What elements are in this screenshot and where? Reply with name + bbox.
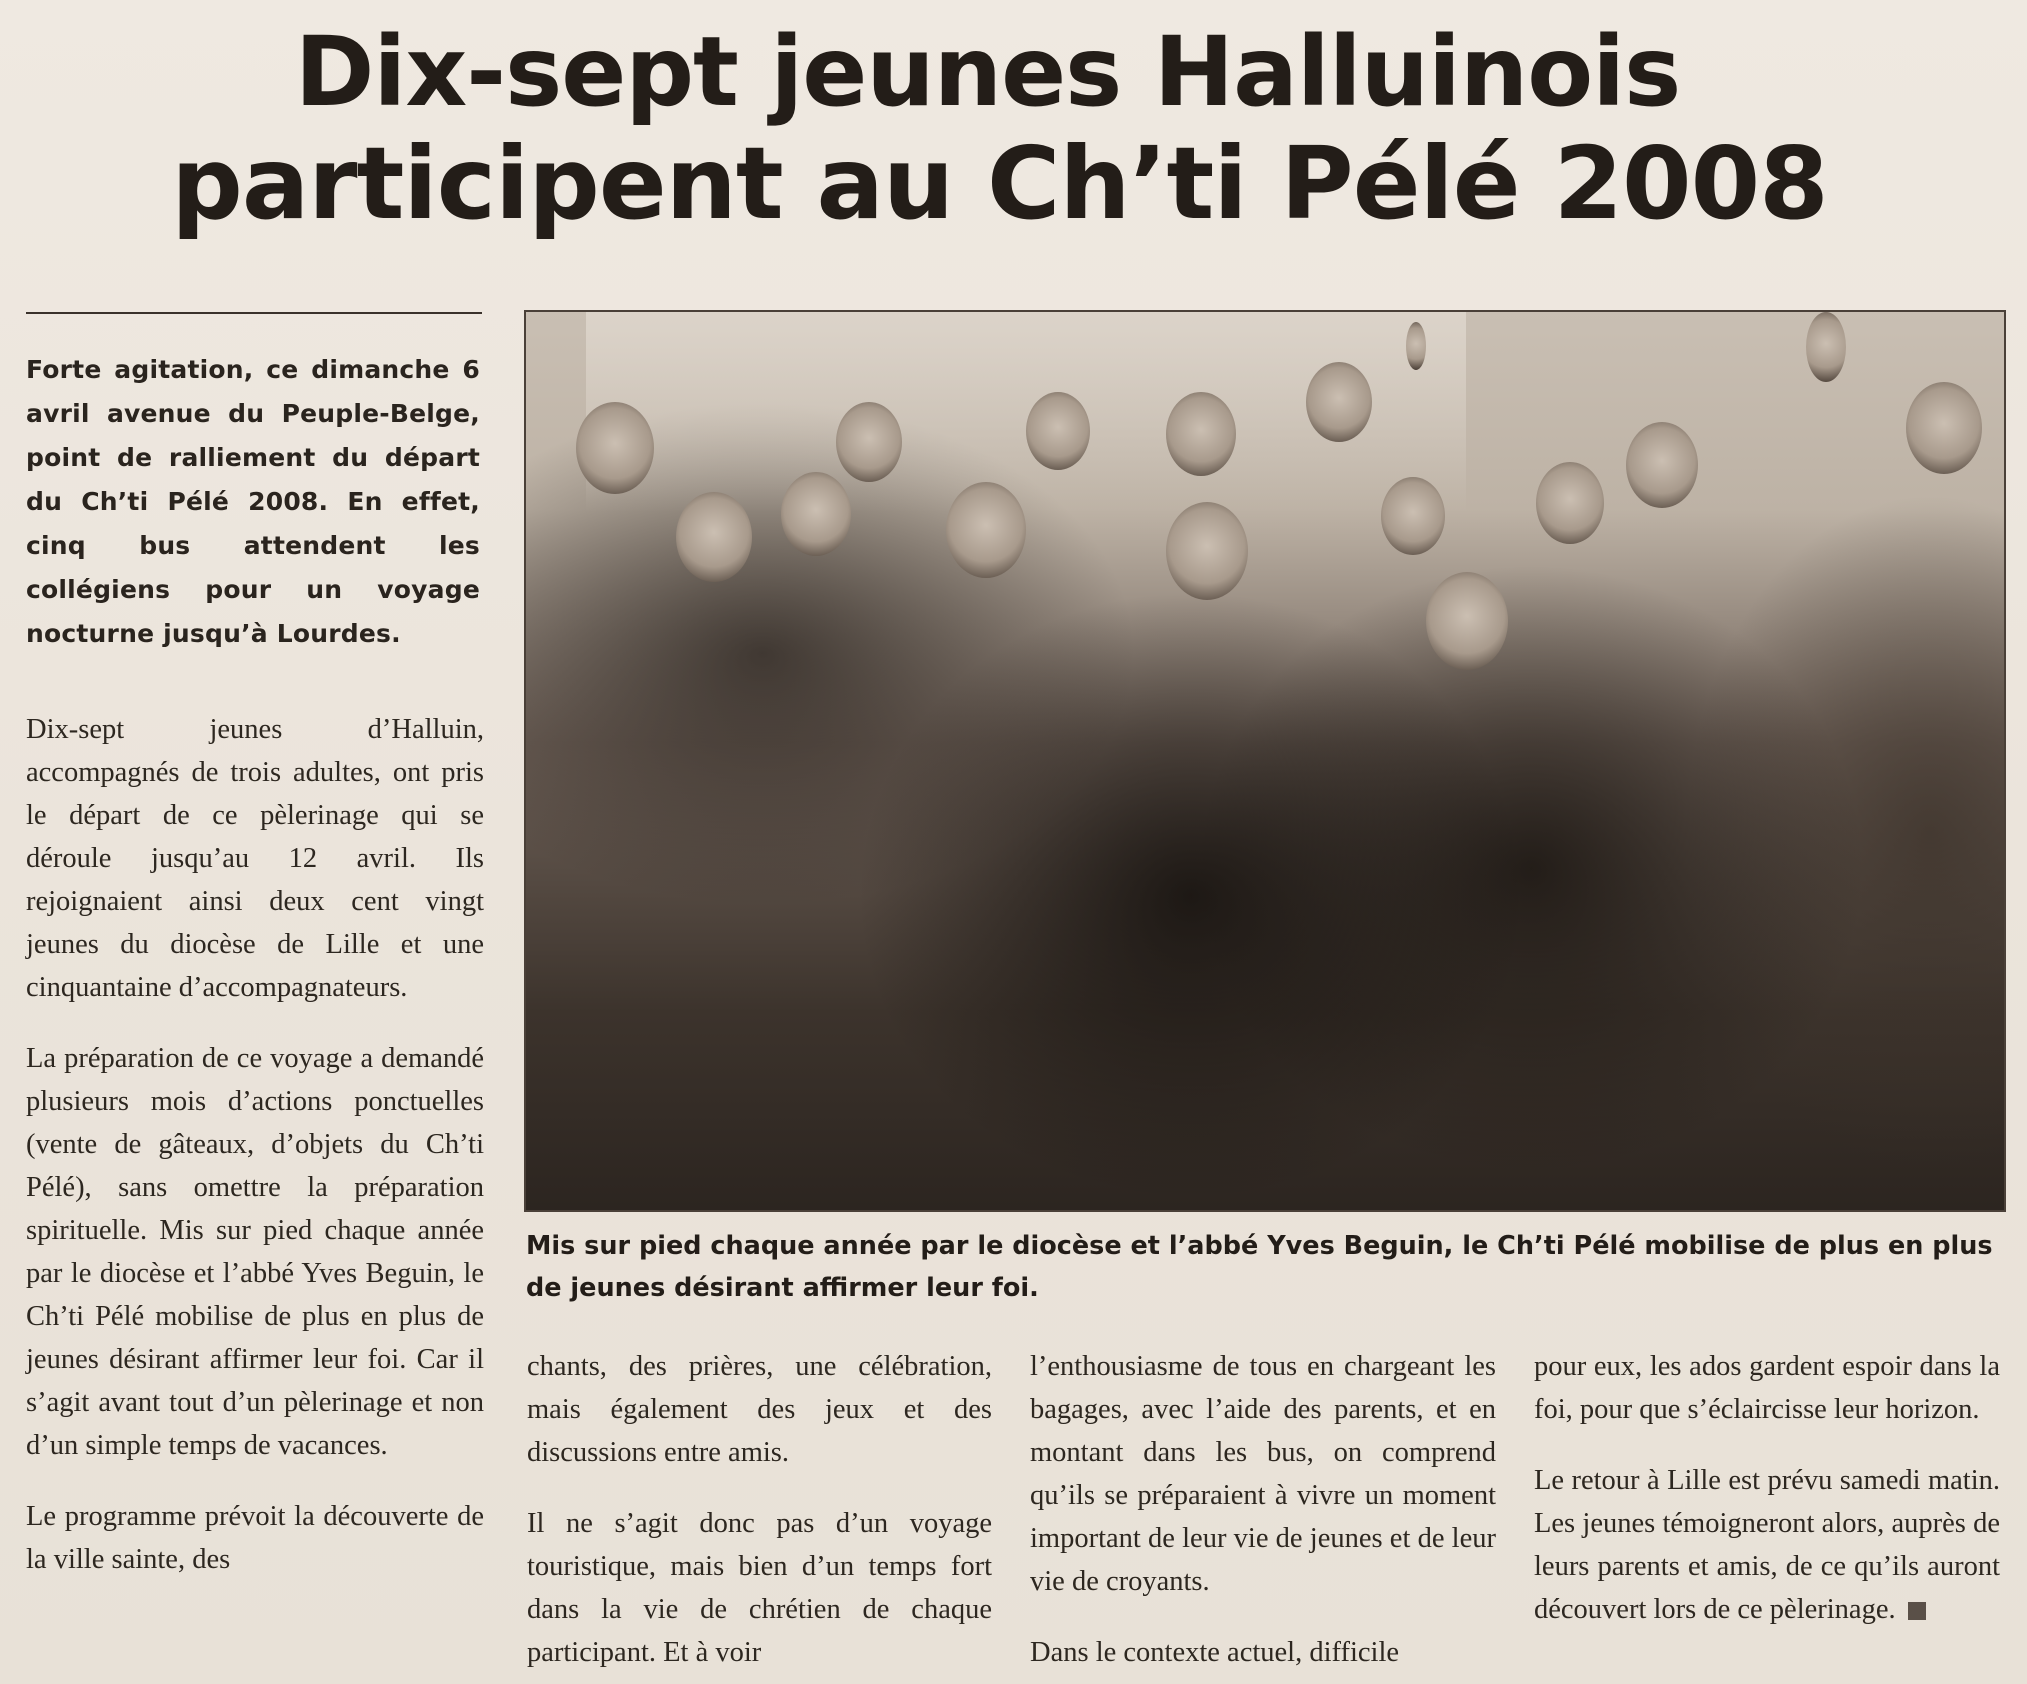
column-4-paragraph-2 — [1534, 1459, 2000, 1631]
column-2-paragraph-2: Il ne s’agit donc pas d’un voyage touristique, mais bien d’un temps fort dans la vie de chrétien de chaque participant. Et à voir — [527, 1508, 992, 1668]
photo-person — [1166, 392, 1236, 476]
column-4-paragraph-2-text: Le retour à Lille est prévu samedi matin. Les jeunes témoigneront alors, auprès de leurs parents et amis, de ce qu’ils auront découvert lors de ce pèlerinage. — [1534, 1465, 2000, 1625]
photo-person — [676, 492, 752, 582]
article-column-2 — [527, 1345, 992, 1684]
photo-person — [1026, 392, 1090, 470]
column-1-paragraph-3: Le programme prévoit la découverte de la ville sainte, des — [26, 1501, 484, 1575]
photo-person — [1626, 422, 1698, 508]
end-of-article-square-icon — [1908, 1602, 1926, 1620]
photo-person — [1166, 502, 1248, 600]
photo-person-raised-hand — [1806, 312, 1846, 382]
column-1-paragraph-2: La préparation de ce voyage a demandé plusieurs mois d’actions ponctuelles (vente de gâteaux, d’objets du Ch’ti Pélé), sans omettre la préparation spirituelle. Mis sur pied chaque année par le diocèse et l’abbé Yves Beguin, le Ch’ti Pélé mobilise de plus en plus de jeunes désirant affirmer leur foi. Car il s’agit avant tout d’un pèlerinage et non d’un simple temps de vacances. — [26, 1043, 484, 1461]
article-column-3 — [1030, 1345, 1496, 1684]
photo-person — [1906, 382, 1982, 474]
photo-person — [576, 402, 654, 494]
headline-line-2: participent au Ch’ti Pélé 2008 — [171, 125, 1828, 242]
photo-person — [1426, 572, 1508, 670]
article-column-4 — [1534, 1345, 2000, 1659]
column-2-paragraph-1: chants, des prières, une célébration, mais également des jeux et des discussions entre amis. — [527, 1351, 992, 1468]
lead-column — [26, 348, 480, 656]
photo-person — [1381, 477, 1445, 555]
photo-person — [946, 482, 1026, 578]
photo-person — [836, 402, 902, 482]
photo-person — [781, 472, 851, 556]
photo-person-raised-hand — [1406, 322, 1426, 370]
headline-line-1: Dix-sept jeunes Halluinois — [294, 16, 1681, 128]
column-3-paragraph-2: Dans le contexte actuel, difficile — [1030, 1637, 1400, 1668]
lead-divider — [26, 312, 482, 314]
column-4-paragraph-1: pour eux, les ados gardent espoir dans la foi, pour que s’éclaircisse leur horizon. — [1534, 1351, 2000, 1425]
photo-person — [1306, 362, 1372, 442]
column-1-paragraph-1: Dix-sept jeunes d’Halluin, accompagnés de trois adultes, ont pris le départ de ce pèlerinage qui se déroule jusqu’au 12 avril. Ils rejoignaient ainsi deux cent vingt jeunes du diocèse de Lille et une cinquantaine d’accompagnateurs. — [26, 714, 484, 1003]
photo-caption: Mis sur pied chaque année par le diocèse et l’abbé Yves Beguin, le Ch’ti Pélé mobilise de plus en plus de jeunes désirant affirmer leur foi. — [526, 1231, 1993, 1303]
group-photo — [524, 310, 2006, 1212]
column-3-paragraph-1: l’enthousiasme de tous en chargeant les bagages, avec l’aide des parents, et en montant dans les bus, on comprend qu’ils se préparaient à vivre un moment important de leur vie de jeunes et de leur vie de croyants. — [1030, 1351, 1496, 1597]
lead-paragraph: Forte agitation, ce dimanche 6 avril avenue du Peuple-Belge, point de ralliement du départ du Ch’ti Pélé 2008. En effet, cinq bus attendent les collégiens pour un voyage nocturne jusqu’à Lourdes. — [26, 355, 480, 648]
photo-person — [1536, 462, 1604, 544]
article-column-1 — [26, 708, 484, 1609]
